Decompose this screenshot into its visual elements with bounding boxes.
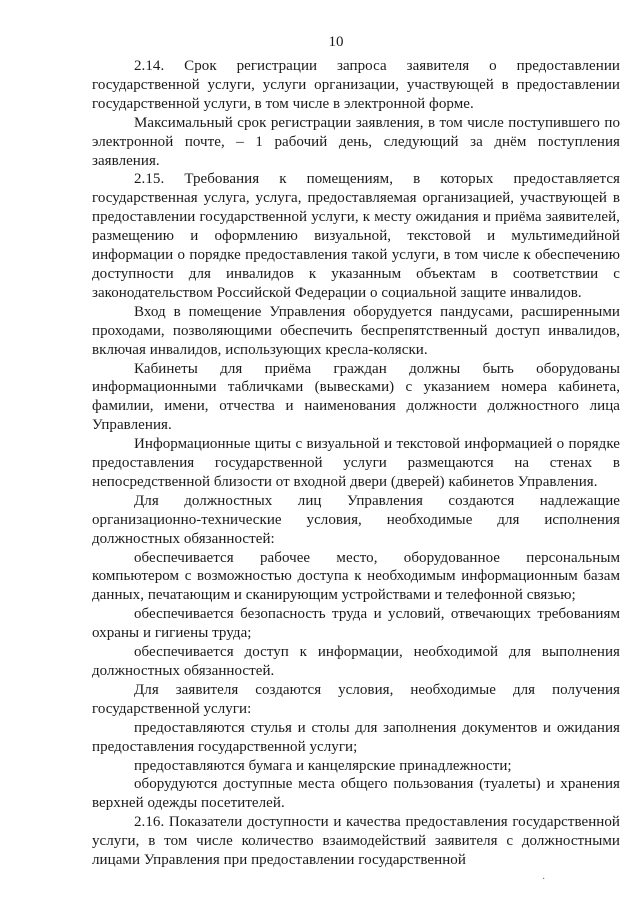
- scan-mark: ·: [542, 874, 546, 885]
- paragraph: оборудуются доступные места общего пользования (туалеты) и хранения верхней одежды посетителей.: [92, 776, 620, 812]
- paragraph: предоставляются бумага и канцелярские принадлежности;: [134, 757, 512, 774]
- paragraph: предоставляются стулья и столы для заполнения документов и ожидания предоставления государственной услуги;: [92, 719, 620, 755]
- document-body: [92, 57, 620, 870]
- paragraph: Для заявителя создаются условия, необходимые для получения государственной услуги:: [92, 681, 620, 717]
- paragraph: обеспечивается рабочее место, оборудованное персональным компьютером с возможностью доступа к необходимым информационным базам данных, печатающим и сканирующим устройствами и телефонной связью;: [92, 549, 620, 604]
- paragraph: обеспечивается доступ к информации, необходимой для выполнения должностных обязанностей.: [92, 644, 620, 679]
- paragraph: 2.15. Требования к помещениям, в которых предоставляется государственная услуга, услуга, предоставляемая организацией, участвующей в предоставлении государственной услуги, к месту ожидания и приёма заявителей, размещению и оформлению визуальной, текстовой и мультимедийной информации о порядке предоставления такой услуги, в том числе к обеспечению доступности для инвалидов к указанным объектам в соответствии с законодательством Российской Федерации о социальной защите инвалидов.: [92, 171, 620, 301]
- paragraph: Информационные щиты с визуальной и текстовой информацией о порядке предоставления государственной услуги размещаются на стенах в непосредственной близости от входной двери (дверей) кабинетов Управления.: [92, 436, 620, 490]
- paragraph: Максимальный срок регистрации заявления, в том числе поступившего по электронной почте, – 1 рабочий день, следующий за днём поступления заявления.: [92, 114, 620, 169]
- paragraph: Вход в помещение Управления оборудуется пандусами, расширенными проходами, позволяющими обеспечить беспрепятственный доступ инвалидов, включая инвалидов, использующих кресла-коляски.: [92, 303, 620, 358]
- paragraph: 2.14. Срок регистрации запроса заявителя о предоставлении государственной услуги, услуги организации, участвующей в предоставлении государственной услуги, в том числе в электронной форме.: [92, 58, 620, 112]
- paragraph: Для должностных лиц Управления создаются надлежащие организационно-технические условия, необходимые для исполнения должностных обязанностей:: [92, 492, 620, 547]
- page-number: 10: [328, 34, 344, 50]
- paragraph: обеспечивается безопасность труда и условий, отвечающих требованиям охраны и гигиены труда;: [92, 606, 620, 642]
- paragraph: Кабинеты для приёма граждан должны быть оборудованы информационными табличками (вывесками) с указанием номера кабинета, фамилии, имени, отчества и наименования должности должностного лица Управления.: [92, 360, 620, 434]
- paragraph: 2.16. Показатели доступности и качества предоставления государственной услуги, в том числе количество взаимодействий заявителя с должностными лицами Управления при предоставлении государственной: [92, 814, 620, 869]
